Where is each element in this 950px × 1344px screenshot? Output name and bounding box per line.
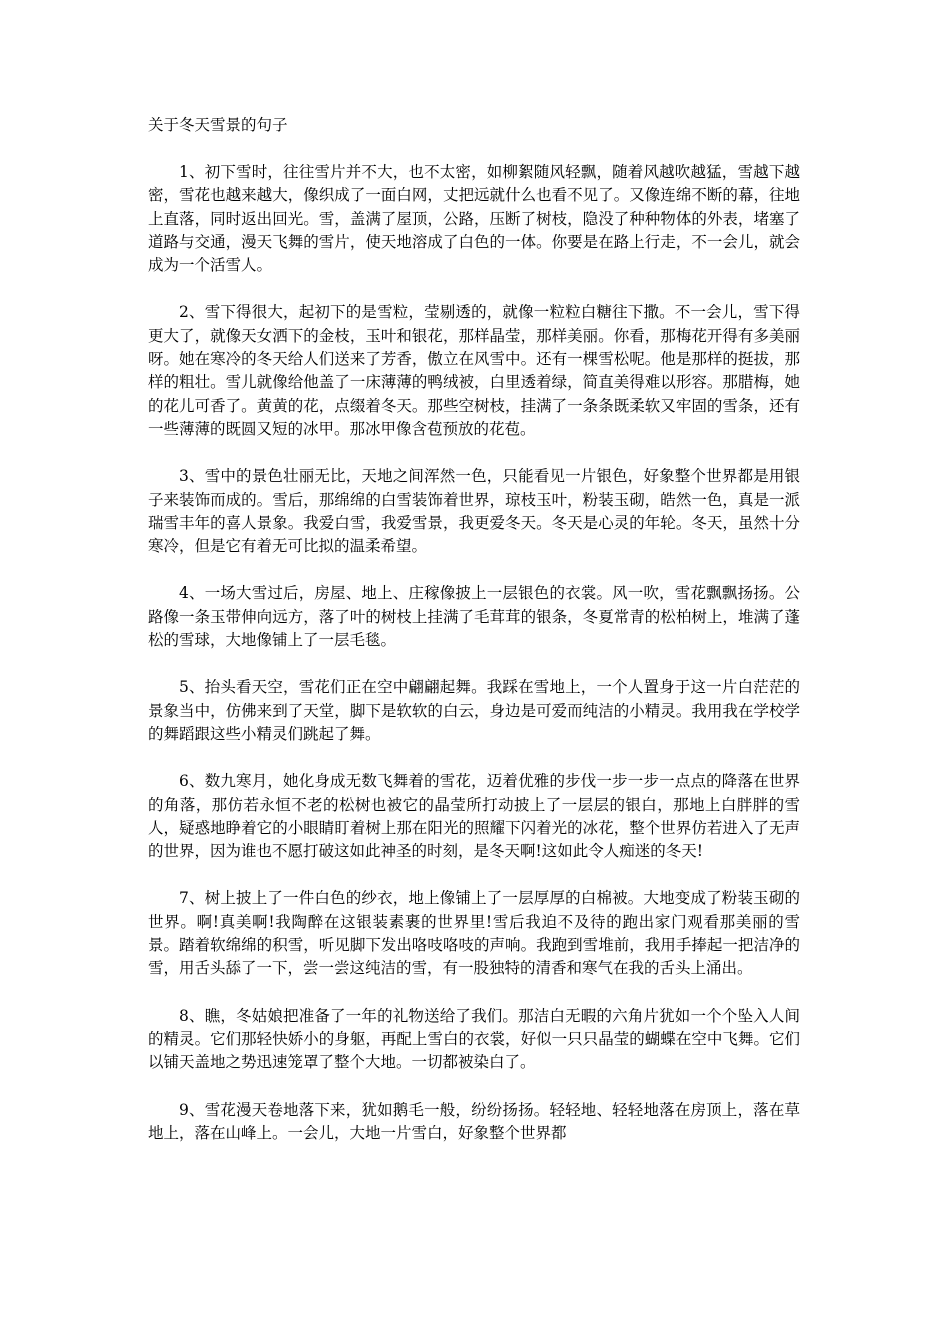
paragraph-2: 2、雪下得很大，起初下的是雪粒，莹剔透的，就像一粒粒白糖往下撒。不一会儿，雪下得更大了，就像天女洒下的金枝，玉叶和银花，那样晶莹，那样美丽。你看，那梅花开得有多美丽呀。她在寒冷的冬天给人们送来了芳香，傲立在风雪中。还有一棵雪松呢。他是那样的挺拔，那样的粗壮。雪儿就像给他盖了一床薄薄的鸭绒被，白里透着绿，简直美得难以形容。那腊梅，她的花儿可香了。黄黄的花，点缀着冬天。那些空树枝，挂满了一条条既柔软又牢固的雪条，还有一些薄薄的既圆又短的冰甲。那冰甲像含苞预放的花苞。 [148,303,800,438]
paragraph-7: 7、树上披上了一件白色的纱衣，地上像铺上了一层厚厚的白棉被。大地变成了粉装玉砌的世界。啊!真美啊!我陶醉在这银装素裹的世界里!雪后我迫不及待的跑出家门观看那美丽的雪景。踏着软绵绵的积雪，听见脚下发出咯吱咯吱的声响。我跑到雪堆前，我用手捧起一把洁净的雪，用舌头舔了一下，尝一尝这纯洁的雪，有一股独特的清香和寒气在我的舌头上涌出。 [148,889,800,978]
paragraph-5: 5、抬头看天空，雪花们正在空中翩翩起舞。我踩在雪地上，一个人置身于这一片白茫茫的景象当中，仿佛来到了天堂，脚下是软软的白云，身边是可爱而纯洁的小精灵。我用我在学校学的舞蹈跟这些小精灵们跳起了舞。 [148,678,800,743]
paragraph-8: 8、瞧，冬姑娘把准备了一年的礼物送给了我们。那洁白无暇的六角片犹如一个个坠入人间的精灵。它们那轻快娇小的身躯，再配上雪白的衣裳，好似一只只晶莹的蝴蝶在空中飞舞。它们以铺天盖地之势迅速笼罩了整个大地。一切都被染白了。 [148,1006,800,1072]
paragraph-3: 3、雪中的景色壮丽无比，天地之间浑然一色，只能看见一片银色，好象整个世界都是用银子来装饰而成的。雪后，那绵绵的白雪装饰着世界，琼枝玉叶，粉装玉砌，皓然一色，真是一派瑞雪丰年的喜人景象。我爱白雪，我爱雪景，我更爱冬天。冬天是心灵的年轮。冬天，虽然十分寒冷，但是它有着无可比拟的温柔希望。 [148,467,800,556]
document-title: 关于冬天雪景的句子 [148,116,288,134]
paragraph-1: 1、初下雪时，往往雪片并不大，也不太密，如柳絮随风轻飘，随着风越吹越猛，雪越下越密，雪花也越来越大，像织成了一面白网，丈把远就什么也看不见了。又像连绵不断的幕，往地上直落，同时返出回光。雪，盖满了屋顶，公路，压断了树枝，隐没了种种物体的外表，堵塞了道路与交通，漫天飞舞的雪片，使天地溶成了白色的一体。你要是在路上行走，不一会儿，就会成为一个活雪人。 [148,163,800,275]
paragraph-9: 9、雪花漫天卷地落下来，犹如鹅毛一般，纷纷扬扬。轻轻地、轻轻地落在房顶上，落在草地上，落在山峰上。一会儿，大地一片雪白，好象整个世界都 [148,1100,800,1142]
paragraph-4: 4、一场大雪过后，房屋、地上、庄稼像披上一层银色的衣裳。风一吹，雪花飘飘扬扬。公路像一条玉带伸向远方，落了叶的树枝上挂满了毛茸茸的银条，冬夏常青的松柏树上，堆满了蓬松的雪球，大地像铺上了一层毛毯。 [148,584,800,650]
paragraph-6: 6、数九寒月，她化身成无数飞舞着的雪花，迈着优雅的步伐一步一步一点点的降落在世界的角落，那仿若永恒不老的松树也被它的晶莹所打动披上了一层层的银白，那地上白胖胖的雪人，疑惑地睁着它的小眼睛盯着树上那在阳光的照耀下闪着光的冰花，整个世界仿若进入了无声的世界，因为谁也不愿打破这如此神圣的时刻，是冬天啊!这如此令人痴迷的冬天! [148,772,800,861]
document-page [148,112,800,1145]
